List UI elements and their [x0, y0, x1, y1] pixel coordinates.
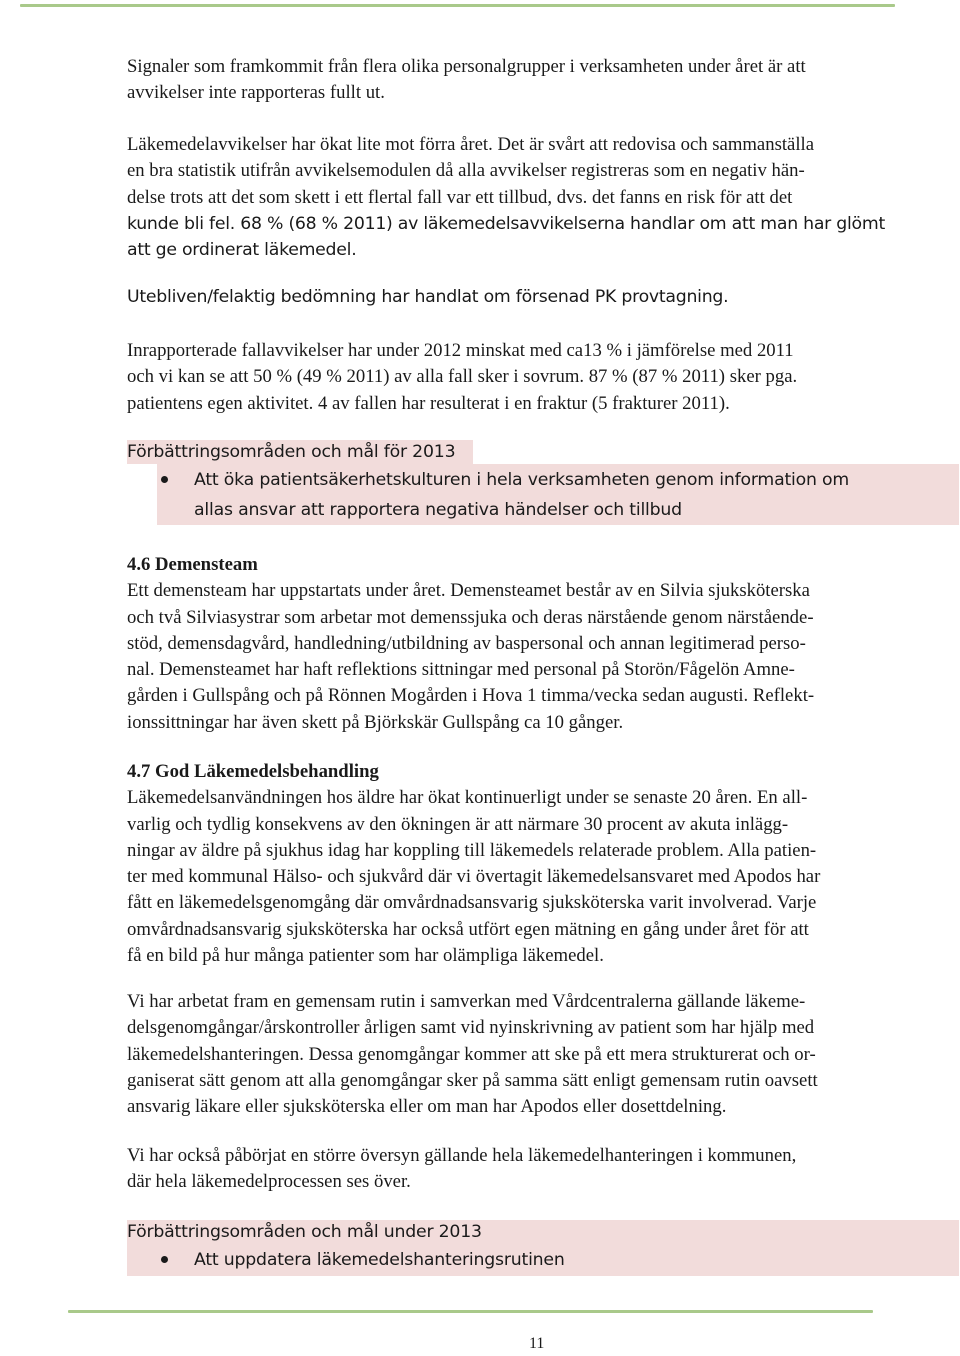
paragraph-lakemedelavvikelser [127, 132, 939, 211]
text-line: kunde bli fel. 68 % (68 % 2011) av läkemedelsavvikelserna handlar om att man har glömt [127, 214, 885, 234]
text-line: ter med kommunal Hälso- och sjukvård där vi övertagit läkemedelsansvaret med Apodos har [127, 866, 821, 888]
text-line: ionssittningar har även skett på Björkskär Gullspång ca 10 gånger. [127, 711, 624, 733]
bullet-item [127, 1246, 959, 1276]
bottom-rule [68, 1310, 873, 1313]
bullet-item [157, 466, 959, 524]
paragraph-signaler [127, 54, 939, 107]
text-line: och två Silviasystrar som arbetar mot demenssjuka och deras närstående genom närstående- [127, 606, 814, 628]
bullet-line: allas ansvar att rapportera negativa händelser och tillbud [194, 500, 682, 520]
section-heading: 4.6 Demensteam [127, 554, 258, 575]
text-line: varlig och tydlig konsekvens av den ökningen är att närmare 30 procent av akuta inlägg- [127, 813, 789, 835]
text-line: att ge ordinerat läkemedel. [127, 240, 357, 261]
text-line: ganiserat sätt genom att alla genomgångar sker på samma sätt enligt gemensam rutin oavsett [127, 1069, 818, 1091]
text-line: Utebliven/felaktig bedömning har handlat om försenad PK provtagning. [127, 287, 729, 307]
bullet-line: Att uppdatera läkemedelshanteringsrutinen [194, 1250, 565, 1270]
bullet-icon [161, 1256, 168, 1263]
text-line: Inrapporterade fallavvikelser har under 2012 minskat med ca13 % i jämförelse med 2011 [127, 340, 794, 361]
paragraph-lakemedelavvikelser-cont [127, 211, 939, 264]
text-line: omvårdnadsansvarig sjuksköterska har också utfört egen mätning en gång under året för att [127, 918, 809, 940]
text-line: läkemedelshanteringen. Dessa genomgångar kommer att ske på ett mera strukturerat och or- [127, 1043, 816, 1065]
text-line: gården i Gullspång och på Rönnen Mogården i Hova 1 timma/vecka sedan augusti. Reflekt- [127, 685, 815, 707]
text-line: stöd, demensdagvård, handledning/utbildning av baspersonal och annan legitimerad perso- [127, 632, 806, 654]
text-line: Vi har arbetat fram en gemensam rutin i samverkan med Vårdcentralerna gällande läkeme- [127, 991, 806, 1012]
text-line: och vi kan se att 50 % (49 % 2011) av alla fall sker i sovrum. 87 % (87 % 2011) sker pga. [127, 366, 798, 388]
paragraph-utebliven [127, 284, 939, 310]
paragraph-fallavvikelser [127, 338, 939, 417]
improvement-heading-text: Förbättringsområden och mål under 2013 [127, 1222, 482, 1242]
text-line: avvikelser inte rapporteras fullt ut. [127, 82, 385, 104]
paragraph-oversyn [127, 1143, 939, 1196]
text-line: delse trots att det som skett i ett flertal fall var ett tillbud, dvs. det fanns en risk för att det [127, 186, 793, 208]
section-demensteam [127, 552, 939, 736]
text-line: patientens egen aktivitet. 4 av fallen har resulterat i en fraktur (5 frakturer 2011). [127, 392, 730, 414]
text-line: få en bild på hur många patienter som har olämpliga läkemedel. [127, 945, 604, 967]
top-rule [20, 4, 895, 7]
text-line: Läkemedelsanvändningen hos äldre har ökat kontinuerligt under se senaste 20 åren. En all- [127, 787, 808, 809]
text-line: ansvarig läkare eller sjuksköterska eller om man har Apodos eller dosettdelning. [127, 1096, 727, 1118]
improvement-heading-2 [127, 1220, 959, 1246]
text-line: Vi har också påbörjat en större översyn gällande hela läkemedelhanteringen i kommunen, [127, 1145, 797, 1166]
improvement-heading-1 [127, 440, 473, 464]
text-line: Läkemedelavvikelser har ökat lite mot förra året. Det är svårt att redovisa och sammanställa [127, 134, 815, 155]
bullet-line: Att öka patientsäkerhetskulturen i hela verksamheten genom information om [194, 470, 850, 490]
text-line: ningar av äldre på sjukhus idag har koppling till läkemedels relaterade problem. Alla patien- [127, 839, 817, 861]
text-line: nal. Demensteamet har haft reflektions sittningar med personal på Storön/Fågelön Amne- [127, 659, 795, 681]
section-heading: 4.7 God Läkemedelsbehandling [127, 761, 379, 782]
bullet-icon [161, 476, 168, 483]
text-line: där hela läkemedelprocessen ses över. [127, 1171, 411, 1193]
section-lakemedelsbehandling [127, 759, 939, 969]
text-line: fått en läkemedelsgenomgång där omvårdnadsansvarig sjuksköterska varit involverad. Varje [127, 892, 817, 914]
paragraph-gemensam-rutin [127, 989, 939, 1120]
improvement-heading-text: Förbättringsområden och mål för 2013 [127, 442, 456, 462]
improvement-box-2 [127, 1246, 959, 1276]
text-line: Ett demensteam har uppstartats under året. Demensteamet består av en Silvia sjuksköterska [127, 580, 810, 602]
page-number: 11 [529, 1335, 545, 1352]
text-line: Signaler som framkommit från flera olika personalgrupper i verksamheten under året är att [127, 56, 806, 77]
improvement-box-1 [157, 464, 959, 525]
text-line: delsgenomgångar/årskontroller årligen samt vid nyinskrivning av patient som har hjälp med [127, 1017, 815, 1039]
text-line: en bra statistik utifrån avvikelsemodulen då alla avvikelser registreras som en negativ hän- [127, 160, 805, 182]
